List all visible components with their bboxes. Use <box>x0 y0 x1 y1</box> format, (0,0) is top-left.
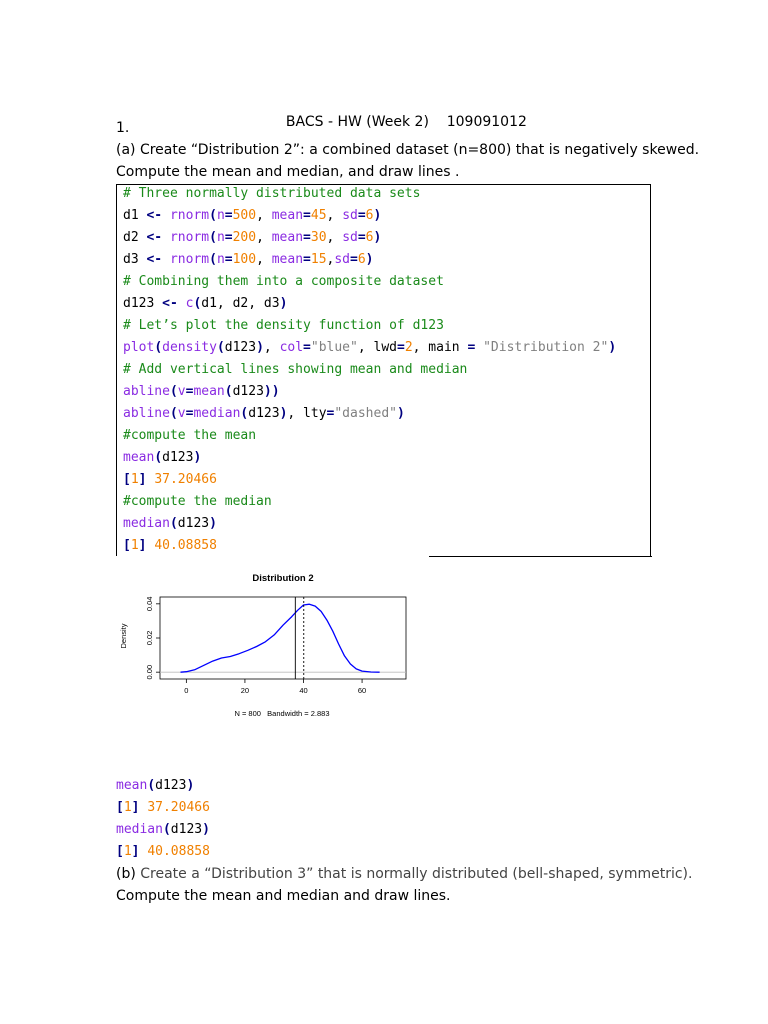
density-chart <box>110 566 420 726</box>
part-a-instruction: Compute the mean and median, and draw lines . <box>116 164 460 180</box>
code-line-d1: d1 <- rnorm(n=500, mean=45, sd=6) <box>123 208 382 223</box>
code-line-plot: plot(density(d123), col="blue", lwd=2, main = "Distribution 2") <box>123 340 617 355</box>
question-number: 1. <box>116 120 130 136</box>
code-comment: # Combining them into a composite dataset <box>123 274 444 289</box>
chart-ylabel: Density <box>119 623 128 649</box>
code-line-median: median(d123) <box>123 516 217 531</box>
code-comment: #compute the median <box>123 494 272 509</box>
code-line-median-2: median(d123) <box>116 822 210 837</box>
document-title <box>277 98 527 130</box>
student-id: 109091012 <box>446 114 527 130</box>
code-output-mean-2: [1] 37.20466 <box>116 800 210 815</box>
code-output-mean: [1] 37.20466 <box>123 472 217 487</box>
y-tick-label: 0.02 <box>145 630 154 646</box>
code-line-mean: mean(d123) <box>123 450 202 465</box>
x-tick-label: 40 <box>299 686 308 695</box>
part-b-label: (b) <box>116 866 136 882</box>
code-line-d3: d3 <- rnorm(n=100, mean=15,sd=6) <box>123 252 374 267</box>
part-b-instruction: Compute the mean and median and draw lines. <box>116 888 451 904</box>
chart-xlabel: N = 800 Bandwidth = 2.883 <box>234 709 330 718</box>
part-a-prompt: (a) Create “Distribution 2”: a combined dataset (n=800) that is negatively skewed. <box>116 142 700 158</box>
chart-title: Distribution 2 <box>252 573 314 584</box>
code-comment: # Add vertical lines showing mean and median <box>123 362 468 377</box>
code-line-d2: d2 <- rnorm(n=200, mean=30, sd=6) <box>123 230 382 245</box>
part-b-text: Create a “Distribution 3” that is normally distributed (bell-shaped, symmetric). <box>135 866 693 882</box>
code-line-combine: d123 <- c(d1, d2, d3) <box>123 296 288 311</box>
code-output-median: [1] 40.08858 <box>123 538 217 553</box>
plot-frame <box>160 597 406 679</box>
code-comment: # Let’s plot the density function of d123 <box>123 318 444 333</box>
part-b-prompt <box>116 866 692 882</box>
code-comment: # Three normally distributed data sets <box>123 186 421 201</box>
x-tick-label: 60 <box>357 686 367 695</box>
code-comment: #compute the mean <box>123 428 257 443</box>
code-output-median-2: [1] 40.08858 <box>116 844 210 859</box>
title-text: BACS - HW (Week 2) <box>285 114 429 130</box>
code-block-border <box>429 556 652 557</box>
code-line-mean-2: mean(d123) <box>116 778 195 793</box>
code-line-abline-mean: abline(v=mean(d123)) <box>123 384 280 399</box>
x-tick-label: 0 <box>184 686 189 695</box>
y-tick-label: 0.00 <box>145 664 154 680</box>
code-line-abline-median: abline(v=median(d123), lty="dashed") <box>123 406 405 421</box>
x-tick-label: 20 <box>240 686 250 695</box>
density-line <box>181 604 380 672</box>
y-tick-label: 0.04 <box>145 596 154 612</box>
